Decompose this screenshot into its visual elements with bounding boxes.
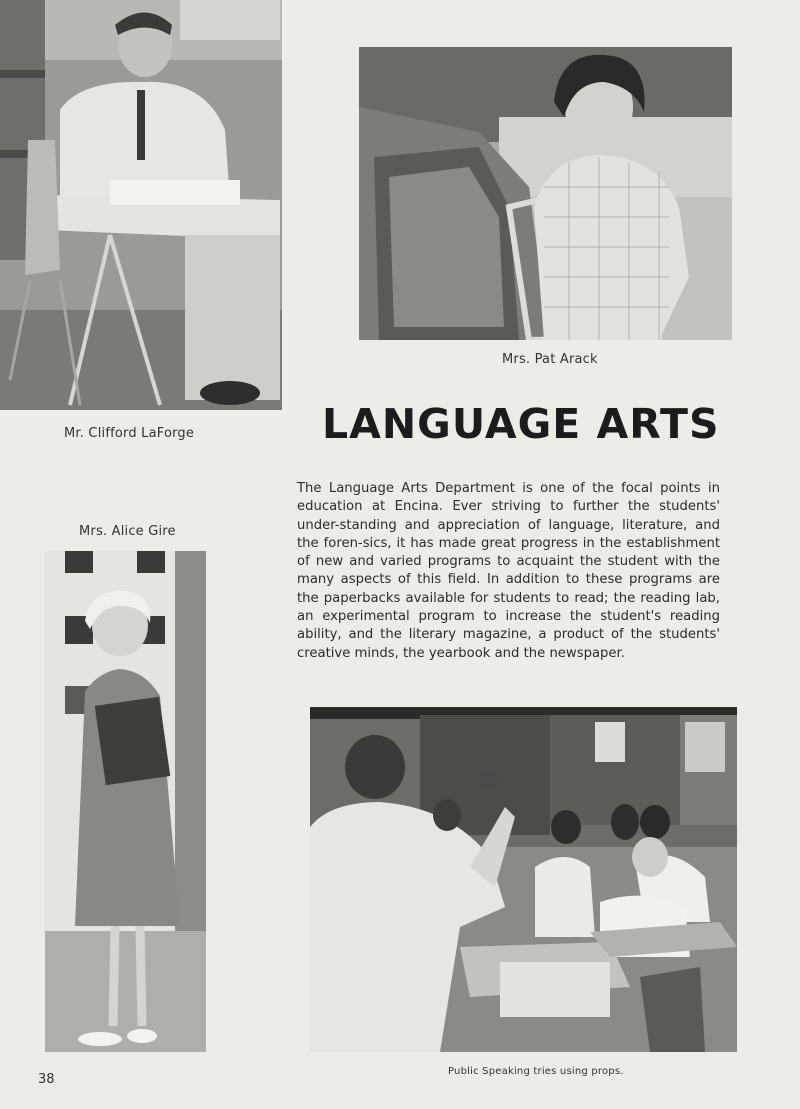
page-number: 38 bbox=[38, 1072, 55, 1087]
photo-public-speaking-class bbox=[310, 707, 737, 1052]
photo-pat-arack bbox=[359, 47, 732, 340]
caption-alice-gire: Mrs. Alice Gire bbox=[79, 524, 176, 539]
photo-clifford-laforge bbox=[0, 0, 282, 410]
department-description: The Language Arts Department is one of the focal points in education at Encina. Ever striving to further the students' under-standing and appreciation of language, literature, and the foren-sics, it has made great progress in the establishment of new and varied programs to acquaint the student with the many aspects of this field. In addition to these programs are the paperbacks available for students to read; the reading lab, an experimental program to increase the student's reading ability, and the literary magazine, a product of the students' creative minds, the yearbook and the newspaper. bbox=[297, 481, 720, 661]
page-heading: LANGUAGE ARTS bbox=[322, 400, 720, 448]
caption-pat-arack: Mrs. Pat Arack bbox=[502, 352, 598, 367]
photo-alice-gire bbox=[45, 551, 206, 1052]
caption-clifford-laforge: Mr. Clifford LaForge bbox=[64, 426, 195, 441]
caption-public-speaking: Public Speaking tries using props. bbox=[448, 1066, 624, 1077]
